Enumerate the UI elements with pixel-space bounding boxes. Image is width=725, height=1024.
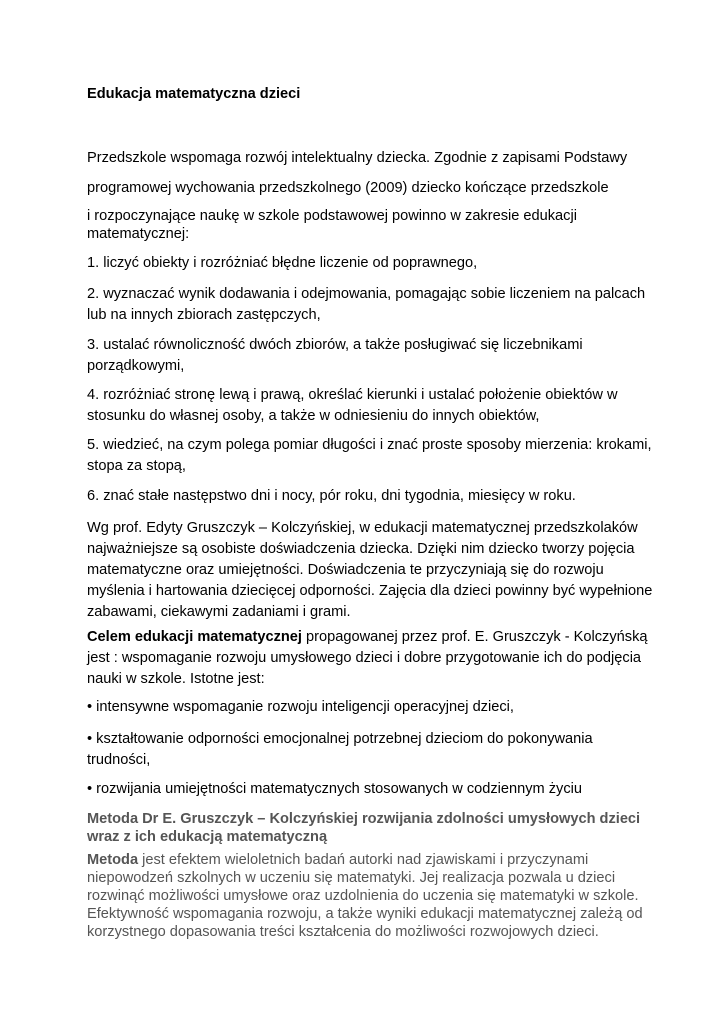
bullet-1: • intensywne wspomaganie rozwoju inteligencji operacyjnej dzieci,	[87, 699, 514, 715]
list-item-1: 1. liczyć obiekty i rozróżniać błędne liczenie od poprawnego,	[87, 255, 478, 271]
list-item-6: 6. znać stałe następstwo dni i nocy, pór roku, dni tygodnia, miesięcy w roku.	[87, 488, 576, 504]
bullet-3: • rozwijania umiejętności matematycznych stosowanych w codziennym życiu	[87, 781, 583, 797]
method-bold: Metoda	[87, 852, 139, 868]
method-rest: jest efektem wieloletnich badań autorki nad zjawiskami i przyczynami niepowodzeń szkolnych w uczeniu się matematyki. Jej realizacja pozwala u dzieci rozwinąć możliwości umysłowe oraz uzdolnienia do uczenia się matematyki w szkole. Efektywność wspomagania rozwoju, a także wyniki edukacji matematycznej zależą od korzystnego dopasowania treści kształcenia do możliwości rozwojowych dzieci.	[87, 852, 643, 940]
method-heading: Metoda Dr E. Gruszczyk – Kolczyńskiej rozwijania zdolności umysłowych dzieci wraz z ich edukacją matematyczną	[87, 811, 641, 845]
intro-line-1: Przedszkole wspomaga rozwój intelektualny dziecka. Zgodnie z zapisami Podstawy	[87, 150, 628, 166]
intro-line-3: i rozpoczynające naukę w szkole podstawowej powinno w zakresie edukacji matematycznej:	[87, 208, 577, 242]
bullet-2: • kształtowanie odporności emocjonalnej potrzebnej dzieciom do pokonywania trudności,	[87, 731, 593, 768]
document-title: Edukacja matematyczna dzieci	[87, 86, 301, 102]
goal-bold: Celem edukacji matematycznej	[87, 629, 302, 645]
paragraph-wg: Wg prof. Edyty Gruszczyk – Kolczyńskiej, w edukacji matematycznej przedszkolaków najważniejsze są osobiste doświadczenia dziecka. Dzięki nim dziecko tworzy pojęcia matematyczne oraz umiejętności. Doświadczenia te przyczyniają się do rozwoju myślenia i hartowania dziecięcej odporności. Zajęcia dla dzieci powinny być wypełnione zabawami, ciekawymi zadaniami i grami.	[87, 520, 653, 620]
goal-rest: propagowanej przez prof. E. Gruszczyk - Kolczyńską jest : wspomaganie rozwoju umysłowego dzieci i dobre przygotowanie ich do podjęcia nauki w szkole. Istotne jest:	[87, 629, 648, 687]
intro-line-2: programowej wychowania przedszkolnego (2009) dziecko kończące przedszkole	[87, 180, 609, 196]
list-item-4: 4. rozróżniać stronę lewą i prawą, określać kierunki i ustalać położenie obiektów w stosunku do własnej osoby, a także w odniesieniu do innych obiektów,	[87, 387, 618, 424]
list-item-5: 5. wiedzieć, na czym polega pomiar długości i znać proste sposoby mierzenia: krokami, stopa za stopą,	[87, 437, 652, 474]
list-item-2: 2. wyznaczać wynik dodawania i odejmowania, pomagając sobie liczeniem na palcach lub na innych zbiorach zastępczych,	[87, 286, 646, 323]
list-item-3: 3. ustalać równoliczność dwóch zbiorów, a także posługiwać się liczebnikami porządkowymi,	[87, 337, 583, 374]
goal-paragraph	[87, 627, 655, 690]
method-paragraph	[87, 851, 655, 941]
